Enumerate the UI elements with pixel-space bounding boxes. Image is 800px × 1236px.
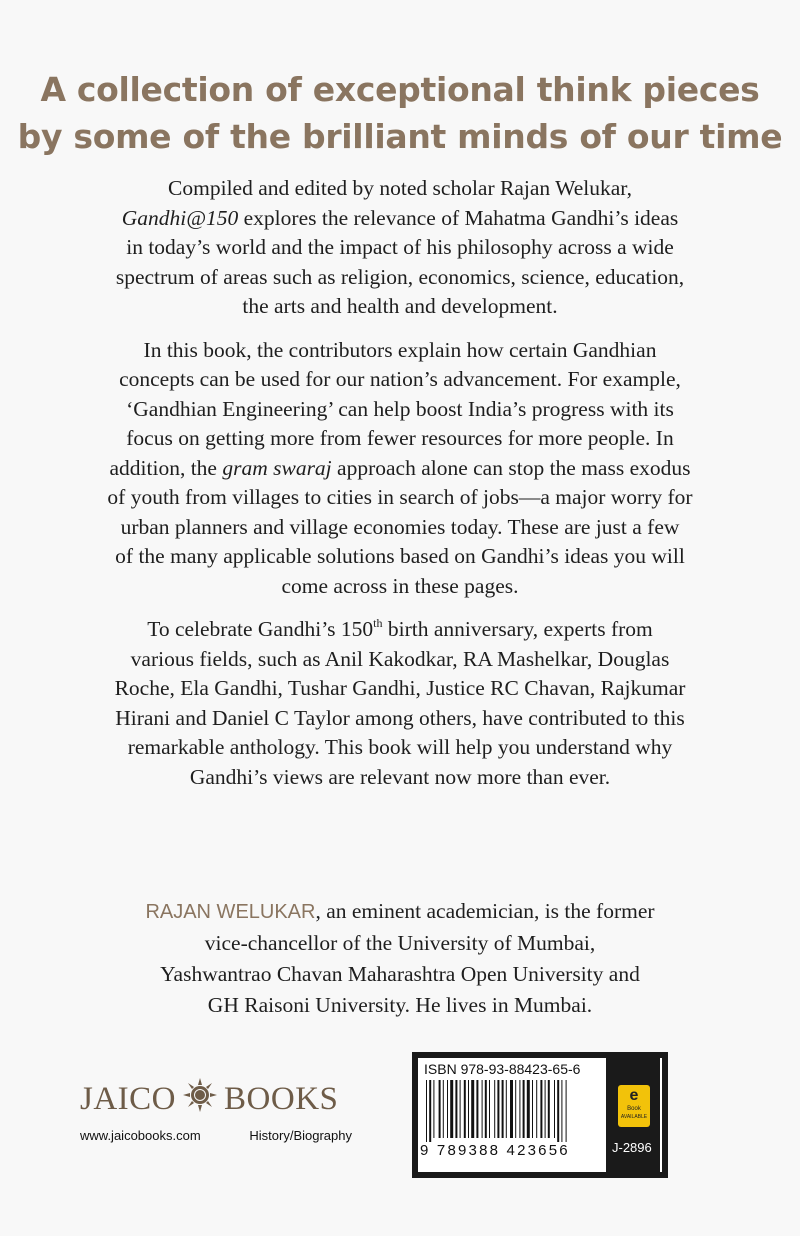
publisher-name-left: JAICO <box>80 1080 177 1117</box>
blurb-text: approach alone can stop the mass exodus <box>331 455 691 480</box>
blurb-text: birth anniversary, experts from <box>382 617 653 641</box>
product-code: J-2896 <box>612 1140 652 1155</box>
barcode-bar <box>506 1080 507 1138</box>
sun-emblem-icon <box>182 1077 218 1122</box>
barcode-bar <box>450 1080 453 1138</box>
barcode-image <box>420 1080 600 1142</box>
author-bio <box>60 896 740 1021</box>
barcode-bar <box>433 1080 434 1138</box>
barcode-bar <box>494 1080 495 1138</box>
blurb-line: various fields, such as Anil Kakodkar, RA Mashelkar, Douglas <box>130 646 670 671</box>
barcode-bar <box>443 1080 444 1138</box>
barcode-bar <box>523 1080 525 1138</box>
blurb-line: of youth from villages to cities in search of jobs—a major worry for <box>107 485 693 509</box>
blurb-line: the arts and health and development. <box>242 294 558 318</box>
book-category: History/Biography <box>249 1128 352 1143</box>
barcode-bar <box>536 1080 537 1138</box>
isbn-number: ISBN 978-93-88423-65-6 <box>424 1061 581 1077</box>
barcode-bar <box>519 1080 520 1138</box>
barcode-bar <box>548 1080 550 1138</box>
publisher-website: www.jaicobooks.com <box>80 1128 201 1143</box>
headline-line-2: by some of the brilliant minds of our time <box>17 117 783 156</box>
headline <box>0 66 800 160</box>
blurb-line: focus on getting more from fewer resources for more people. In <box>126 426 674 450</box>
publisher-block <box>80 1076 350 1143</box>
barcode-bar <box>429 1080 431 1142</box>
author-bio-text: , an eminent academician, is the former <box>315 899 655 923</box>
blurb-line <box>70 204 730 234</box>
publisher-logo <box>80 1076 350 1122</box>
barcode-bar <box>426 1080 427 1142</box>
blurb-line: spectrum of areas such as religion, economics, science, education, <box>115 264 685 289</box>
barcode-bar <box>485 1080 487 1138</box>
barcode-bar <box>464 1080 466 1138</box>
barcode-bar <box>554 1080 555 1138</box>
blurb-text: addition, the <box>109 455 223 480</box>
barcode-bar <box>502 1080 504 1138</box>
author-name: RAJAN WELUKAR <box>145 901 316 923</box>
blurb-line: concepts can be used for our nation’s advancement. For example, <box>119 367 681 391</box>
barcode-bar <box>540 1080 542 1138</box>
barcode-bar <box>468 1080 469 1138</box>
barcode-bar <box>482 1080 483 1138</box>
blurb-line: urban planners and village economies today. These are just a few <box>120 514 680 539</box>
blurb-line <box>70 454 730 484</box>
barcode-bar <box>510 1080 513 1138</box>
ebook-available-label: AVAILABLE <box>620 1114 648 1120</box>
emphasis-term: gram swaraj <box>222 455 332 480</box>
barcode-bar <box>515 1080 516 1138</box>
ebook-label: Book <box>627 1106 641 1112</box>
barcode-bar <box>527 1080 530 1138</box>
barcode-bar <box>447 1080 448 1138</box>
blurb-line: in today’s world and the impact of his philosophy across a wide <box>126 235 674 259</box>
publisher-meta <box>80 1128 352 1143</box>
barcode-bar <box>489 1080 490 1138</box>
barcode-bar <box>460 1080 461 1138</box>
blurb-line: Gandhi’s views are relevant now more than ever. <box>189 764 611 789</box>
ebook-available-badge <box>618 1085 650 1127</box>
author-bio-line: Yashwantrao Chavan Maharashtra Open University and <box>160 962 640 986</box>
blurb-text: explores the relevance of Mahatma Gandhi’s ideas <box>238 205 679 230</box>
blurb-line <box>70 615 730 645</box>
blurb-line: ‘Gandhian Engineering’ can help boost India’s progress with its <box>126 396 674 421</box>
barcode-bar <box>545 1080 546 1138</box>
barcode-bar <box>455 1080 457 1138</box>
barcode-bar <box>439 1080 441 1138</box>
blurb-text: To celebrate Gandhi’s 150 <box>147 617 374 641</box>
blurb-line: In this book, the contributors explain how certain Gandhian <box>143 337 657 362</box>
book-title: Gandhi@150 <box>121 205 239 230</box>
author-bio-line <box>60 896 740 928</box>
barcode-bar <box>557 1080 559 1142</box>
barcode-bar <box>471 1080 474 1138</box>
barcode-bar <box>532 1080 533 1138</box>
barcode-bar <box>561 1080 562 1142</box>
blurb-line: Hirani and Daniel C Taylor among others, have contributed to this <box>115 705 685 730</box>
headline-line-1: A collection of exceptional think pieces <box>40 70 760 109</box>
barcode-bar <box>566 1080 567 1142</box>
blurb-paragraph-1 <box>70 174 730 322</box>
blurb-paragraph-3 <box>70 615 730 792</box>
blurb-line: Roche, Ela Gandhi, Tushar Gandhi, Justice RC Chavan, Rajkumar <box>114 676 686 700</box>
ordinal-suffix: th <box>373 616 383 630</box>
barcode-bar <box>476 1080 478 1138</box>
barcode-bar <box>497 1080 499 1138</box>
author-bio-line: GH Raisoni University. He lives in Mumbai. <box>207 993 593 1017</box>
ebook-mark: e <box>629 1087 639 1104</box>
blurb-line: Compiled and edited by noted scholar Rajan Welukar, <box>168 176 632 200</box>
blurb-paragraph-2 <box>70 336 730 602</box>
blurb-line: of the many applicable solutions based on Gandhi’s ideas you will <box>115 544 685 568</box>
blurb-line: remarkable anthology. This book will help you understand why <box>127 735 673 759</box>
blurb-line: come across in these pages. <box>281 573 519 598</box>
author-bio-line: vice-chancellor of the University of Mumbai, <box>204 931 596 955</box>
barcode-digits: 9 789388 423656 <box>420 1142 570 1159</box>
blurb <box>70 174 730 806</box>
publisher-name-right: BOOKS <box>224 1080 339 1117</box>
